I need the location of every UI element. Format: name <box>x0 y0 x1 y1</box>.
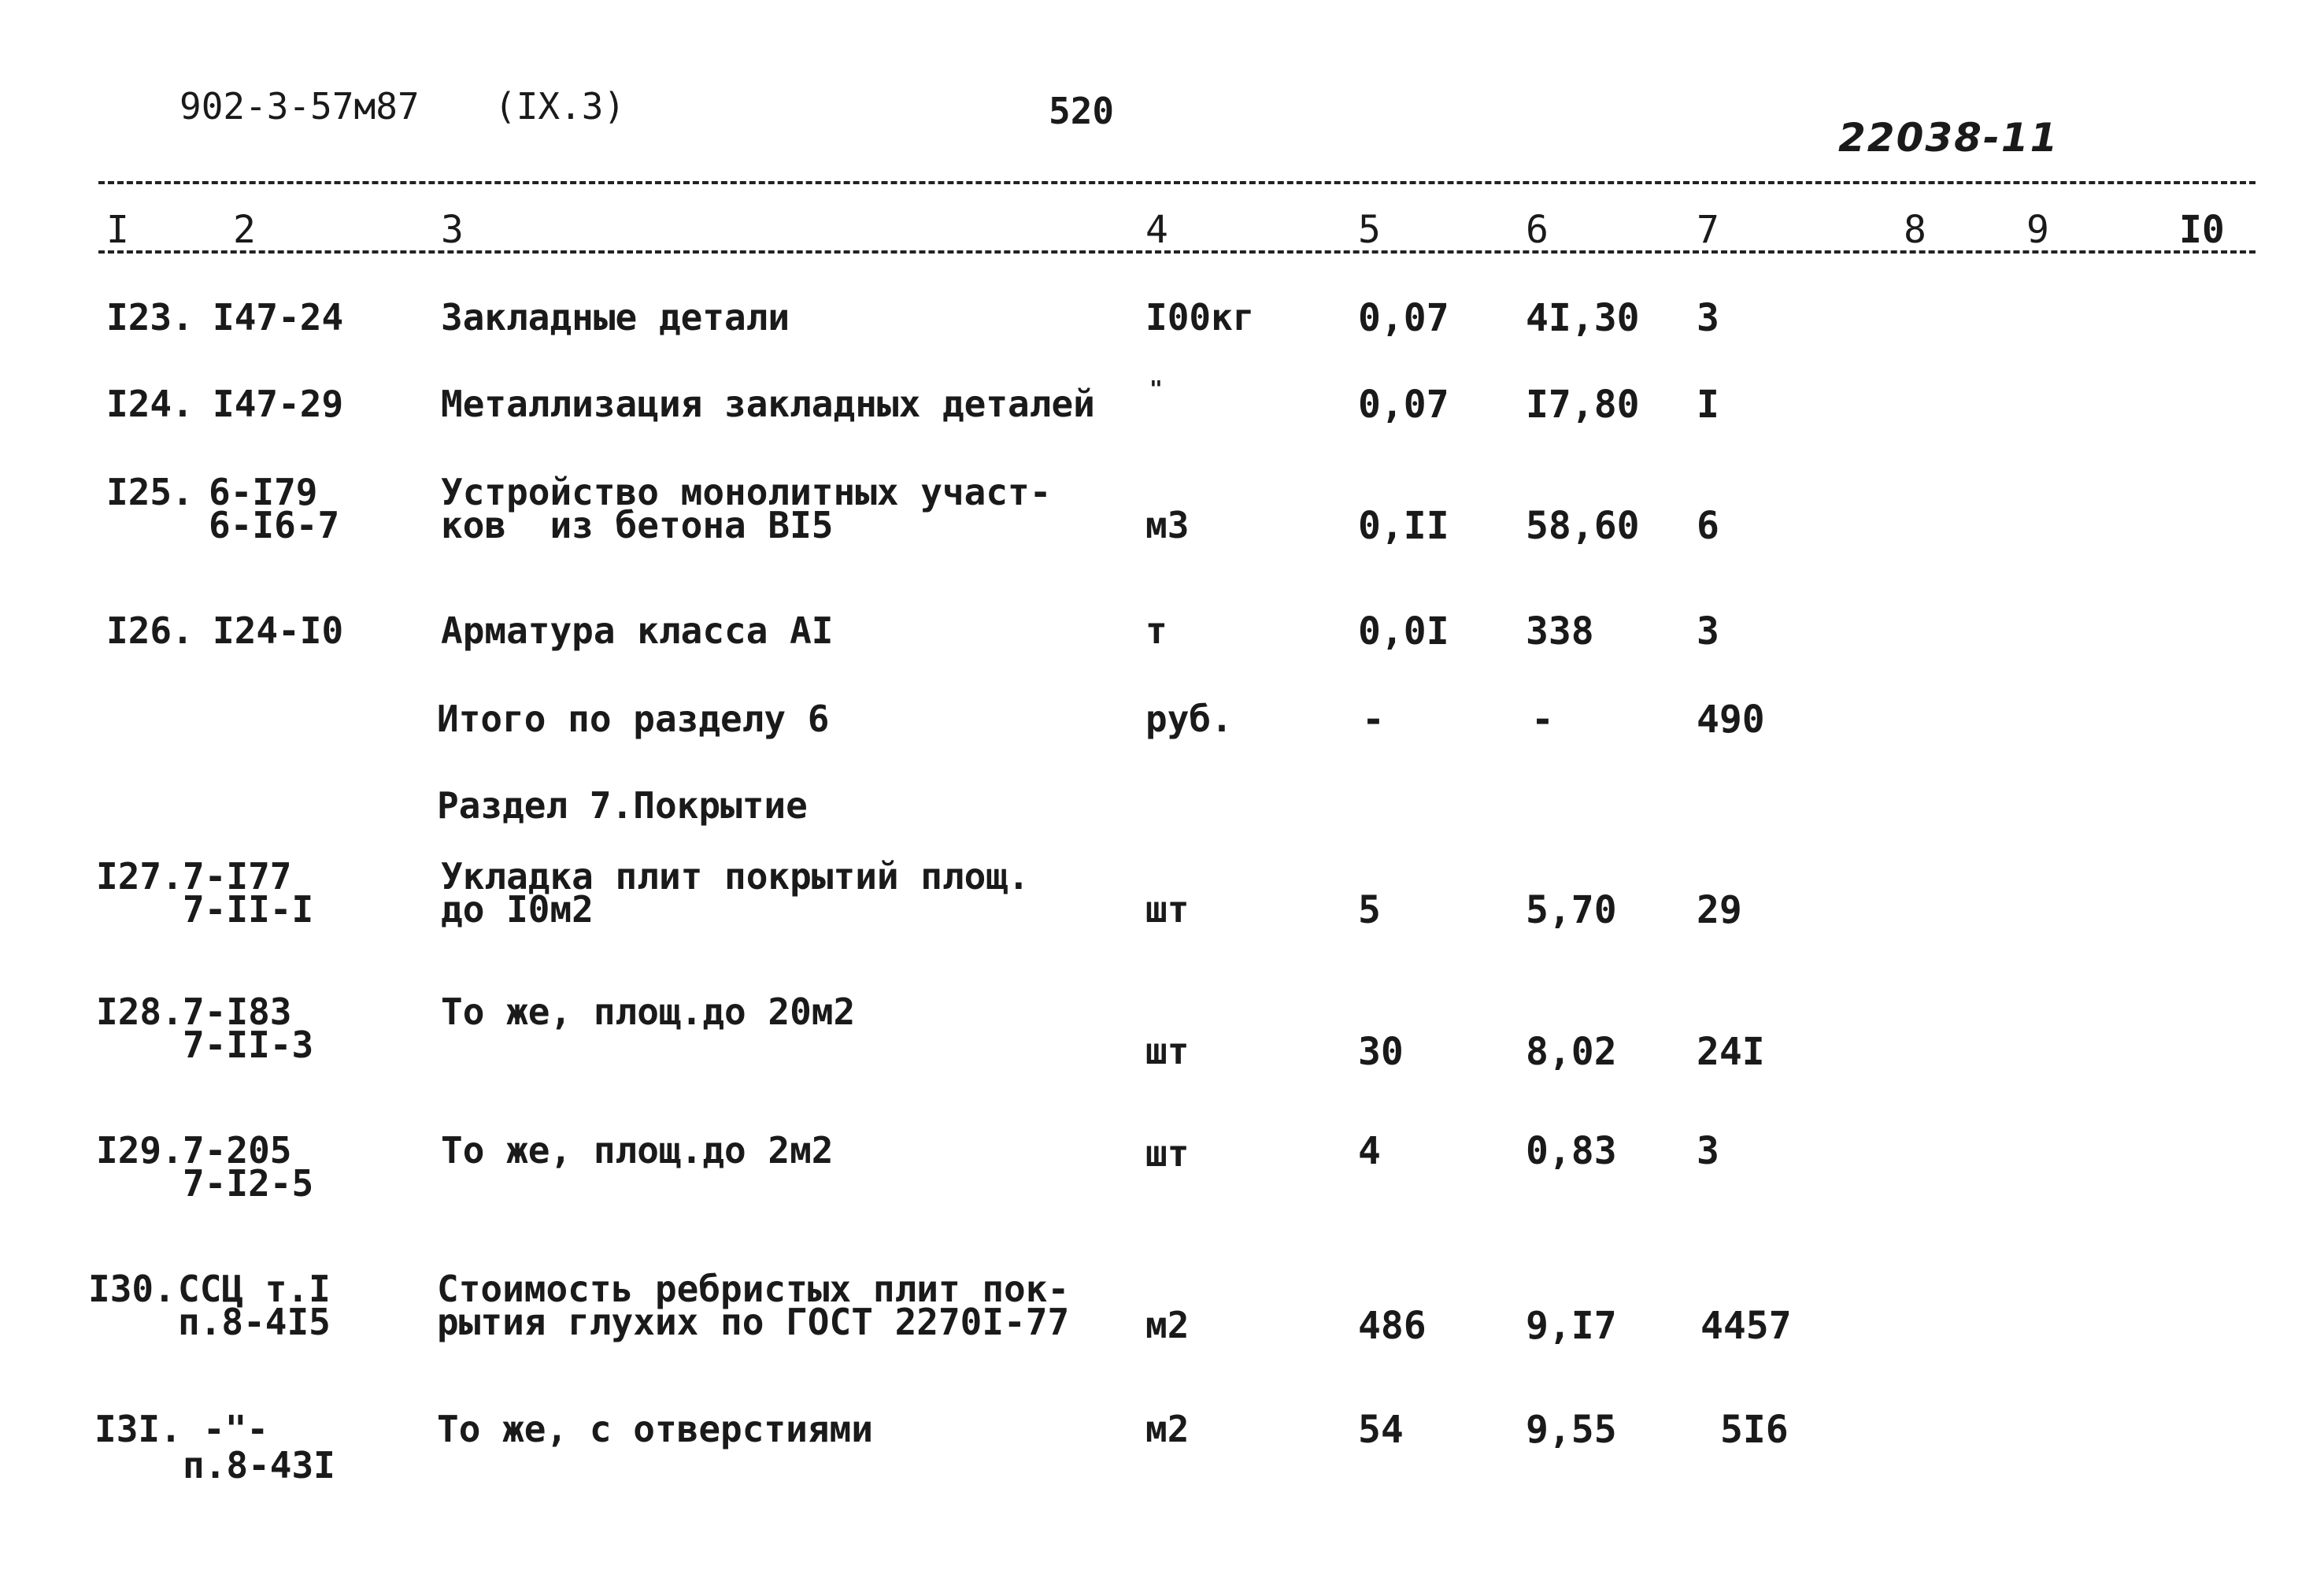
unit-price: I7,80 <box>1526 383 1640 427</box>
norm-code: ССЦ т.I <box>178 1268 331 1310</box>
norm-code: 7-205 <box>183 1129 292 1172</box>
header-divider <box>98 250 2256 254</box>
column-header-9: 9 <box>2026 208 2049 252</box>
work-name: То же, с отверстиями <box>437 1408 873 1450</box>
norm-code: I47-29 <box>213 383 344 425</box>
row-number: I24. <box>106 383 194 425</box>
archive-stamp: 22038-11 <box>1838 115 2059 161</box>
total-cost: 6 <box>1697 504 1719 548</box>
norm-code: 6-I79 <box>209 471 318 513</box>
quantity: 0,07 <box>1358 296 1449 340</box>
quantity: 0,07 <box>1358 383 1449 427</box>
unit: м3 <box>1145 504 1190 546</box>
total-cost: 3 <box>1697 609 1719 654</box>
row-number: I28. <box>96 990 183 1033</box>
quantity: 30 <box>1358 1030 1404 1074</box>
unit: м2 <box>1145 1408 1190 1450</box>
column-header-10: I0 <box>2179 208 2225 252</box>
unit: шт <box>1145 1132 1190 1175</box>
norm-code-secondary: 7-I2-5 <box>183 1162 314 1205</box>
top-divider <box>98 181 2256 184</box>
unit: м2 <box>1145 1304 1190 1346</box>
unit-price: - <box>1531 698 1554 742</box>
total-cost: 24I <box>1697 1030 1765 1074</box>
unit: руб. <box>1145 698 1233 740</box>
total-cost: I <box>1697 383 1719 427</box>
row-number: I23. <box>106 296 194 339</box>
column-header-2: 2 <box>233 208 256 252</box>
unit-price: 4I,30 <box>1526 296 1640 340</box>
work-name: То же, площ.до 2м2 <box>441 1129 834 1172</box>
unit-price: 0,83 <box>1526 1129 1617 1173</box>
unit-price: 9,55 <box>1526 1408 1617 1452</box>
quantity: 486 <box>1358 1304 1427 1348</box>
row-number: I29. <box>96 1129 183 1172</box>
column-header-3: 3 <box>441 208 464 252</box>
work-name: Стоимость ребристых плит пок- <box>437 1268 1070 1310</box>
row-number: I26. <box>106 609 194 652</box>
unit-price: 338 <box>1526 609 1594 654</box>
column-header-5: 5 <box>1358 208 1381 252</box>
page-number: 520 <box>1049 90 1115 132</box>
norm-code-secondary: 7-II-3 <box>183 1024 314 1066</box>
work-name: Арматура класса AI <box>441 609 834 652</box>
work-name: Итого по разделу 6 <box>437 698 830 740</box>
total-cost: 3 <box>1697 1129 1719 1173</box>
row-number: I27. <box>96 855 183 898</box>
total-cost: 4457 <box>1700 1304 1792 1348</box>
work-name: Металлизация закладных деталей <box>441 383 1095 425</box>
unit: I00кг <box>1145 296 1255 339</box>
row-number: I25. <box>106 471 194 513</box>
unit: т <box>1145 609 1168 652</box>
work-name-continued: до I0м2 <box>441 888 594 931</box>
quantity: 54 <box>1358 1408 1404 1452</box>
total-cost: 29 <box>1697 888 1742 932</box>
quantity: 4 <box>1358 1129 1381 1173</box>
work-name: То же, площ.до 20м2 <box>441 990 856 1033</box>
column-header-7: 7 <box>1697 208 1719 252</box>
work-name-continued: рытия глухих по ГОСТ 2270I-77 <box>437 1301 1070 1343</box>
section-reference: (IX.3) <box>494 85 626 128</box>
norm-code-secondary: 6-I6-7 <box>209 504 340 546</box>
unit: шт <box>1145 888 1190 931</box>
norm-code: -"- <box>203 1408 269 1450</box>
norm-code: I24-I0 <box>213 609 344 652</box>
row-number: I30. <box>88 1268 176 1310</box>
quantity: 0,0I <box>1358 609 1449 654</box>
quantity: - <box>1362 698 1385 742</box>
norm-code: 7-I83 <box>183 990 292 1033</box>
column-header-4: 4 <box>1145 208 1168 252</box>
column-header-6: 6 <box>1526 208 1549 252</box>
norm-code-secondary: 7-II-I <box>183 888 314 931</box>
section-heading: Раздел 7.Покрытие <box>437 784 808 827</box>
work-name: Устройство монолитных участ- <box>441 471 1052 513</box>
column-header-1: I <box>106 208 129 252</box>
norm-code: 7-I77 <box>183 855 292 898</box>
unit-price: 8,02 <box>1526 1030 1617 1074</box>
document-code: 902-3-57м87 <box>179 85 420 128</box>
norm-code: I47-24 <box>213 296 344 339</box>
work-name: Укладка плит покрытий площ. <box>441 855 1030 898</box>
total-cost: 3 <box>1697 296 1719 340</box>
work-name: Закладные детали <box>441 296 790 339</box>
quantity: 5 <box>1358 888 1381 932</box>
total-cost: 490 <box>1697 698 1765 742</box>
unit-price: 58,60 <box>1526 504 1640 548</box>
unit-price: 9,I7 <box>1526 1304 1617 1348</box>
norm-code-secondary: п.8-43I <box>183 1444 335 1487</box>
unit-price: 5,70 <box>1526 888 1617 932</box>
norm-code-secondary: п.8-4I5 <box>178 1301 331 1343</box>
row-number: I3I. <box>94 1408 182 1450</box>
column-header-8: 8 <box>1904 208 1926 252</box>
unit: шт <box>1145 1030 1190 1072</box>
work-name-continued: ков из бетона BI5 <box>441 504 834 546</box>
quantity: 0,II <box>1358 504 1449 548</box>
unit: " <box>1149 376 1163 402</box>
total-cost: 5I6 <box>1720 1408 1789 1452</box>
